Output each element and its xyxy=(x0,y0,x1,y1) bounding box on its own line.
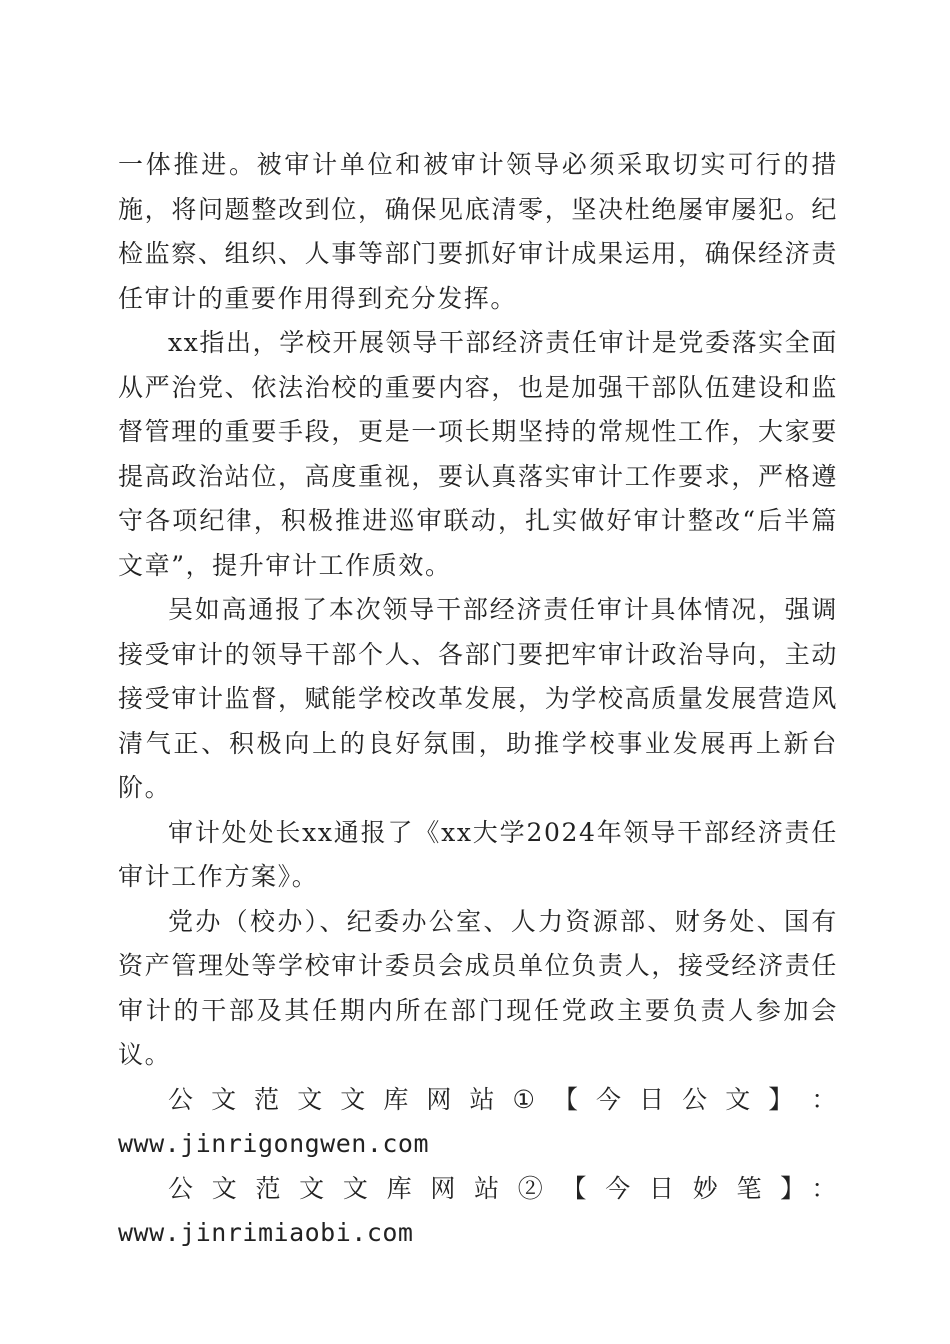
paragraph-4: 审计处处长xx通报了《xx大学2024年领导干部经济责任审计工作方案》。 xyxy=(118,817,838,891)
website-link-1-url-line xyxy=(118,1122,838,1167)
paragraph-2: xx指出，学校开展领导干部经济责任审计是党委落实全面从严治党、依法治校的重要内容，也是加强干部队伍建设和监督管理的重要手段，更是一项长期坚持的常规性工作，大家要提高政治站位，高度重视，要认真落实审计工作要求，严格遵守各项纪律，积极推进巡审联动，扎实做好审计整改“后半篇文章”，提升审计工作质效。 xyxy=(118,328,838,580)
paragraph-5: 党办（校办）、纪委办公室、人力资源部、财务处、国有资产管理处等学校审计委员会成员单位负责人，接受经济责任审计的干部及其任期内所在部门现任党政主要负责人参加会议。 xyxy=(118,906,838,1069)
website-link-2-label: 公文范文文库网站②【今日妙笔】： xyxy=(168,1173,838,1203)
paragraph-3: 吴如高通报了本次领导干部经济责任审计具体情况，强调接受审计的领导干部个人、各部门要把牢审计政治导向，主动接受审计监督，赋能学校改革发展，为学校高质量发展营造风清气正、积极向上的良好氛围，助推学校事业发展再上新台阶。 xyxy=(118,595,838,802)
paragraph-1: 一体推进。被审计单位和被审计领导必须采取切实可行的措施，将问题整改到位，确保见底清零，坚决杜绝屡审屡犯。纪检监察、组织、人事等部门要抓好审计成果运用，确保经济责任审计的重要作用得到充分发挥。 xyxy=(118,150,838,313)
website-link-1-label: 公 文 范 文 文 库 网 站 ① 【 今 日 公 文 】 ： xyxy=(168,1084,838,1114)
website-link-1-url[interactable]: www.jinrigongwen.com xyxy=(118,1129,430,1158)
website-link-2-url[interactable]: www.jinrimiaobi.com xyxy=(118,1218,414,1247)
website-link-2 xyxy=(118,1167,838,1256)
website-link-1-label-line xyxy=(118,1078,838,1123)
document-body xyxy=(118,143,838,1256)
website-link-1 xyxy=(118,1078,838,1167)
